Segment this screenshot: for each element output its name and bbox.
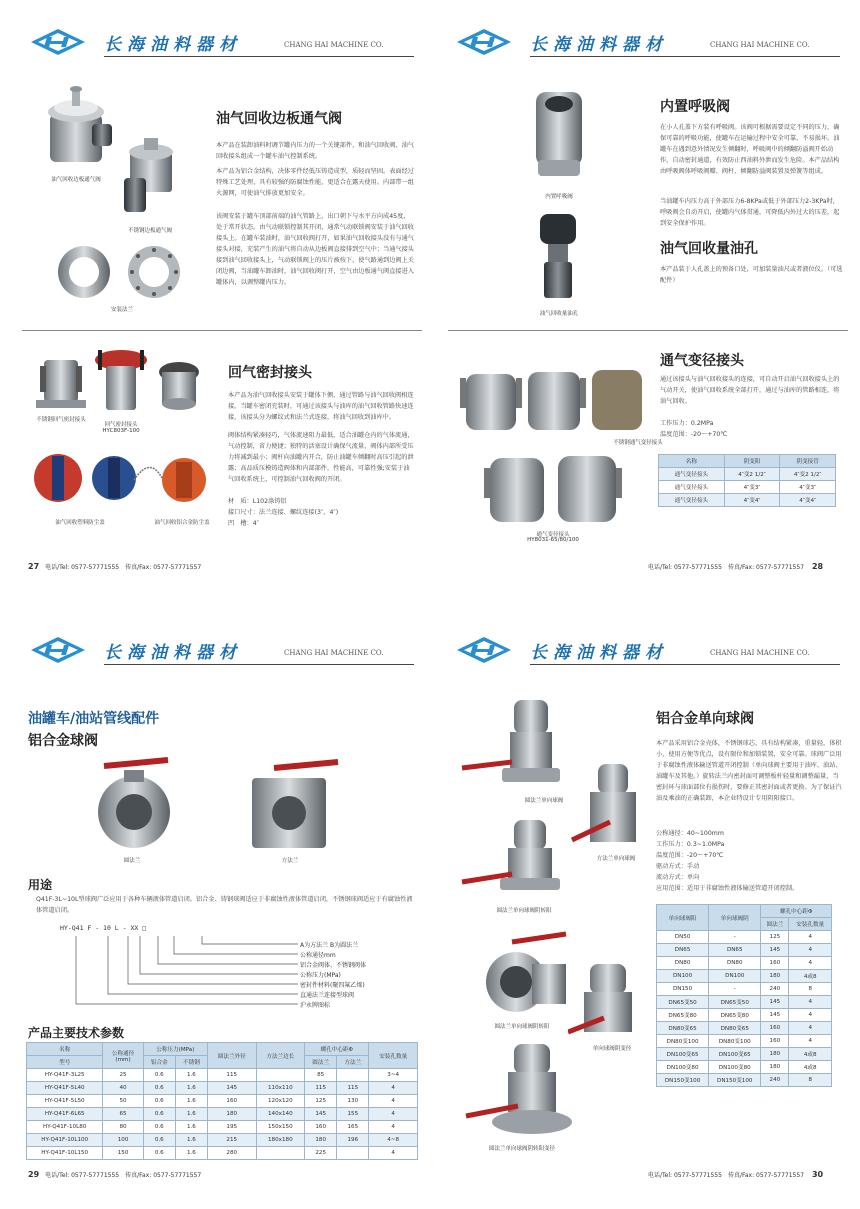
table-cell: 180 bbox=[761, 1061, 789, 1074]
paragraph: 本产品在装卸油料时调节罐内压力的一个关键部件，和油气回收阀、油气回收接头组成一个罐车油气控制系统。 bbox=[216, 142, 414, 160]
table-cell: 4或8 bbox=[789, 1061, 832, 1074]
table-cell: 4″变2 1/2″ bbox=[780, 468, 836, 481]
table-cell: 1.6 bbox=[175, 1082, 207, 1095]
company-logo-icon bbox=[30, 636, 86, 664]
table-cell: 140x140 bbox=[256, 1108, 305, 1121]
table-cell: DN150变100 bbox=[709, 1074, 761, 1087]
table-row bbox=[657, 931, 832, 944]
product-photo-stainless-coupler bbox=[30, 352, 92, 414]
table-cell: HY-Q41F-6L65 bbox=[27, 1108, 103, 1121]
product-photo-round-flange-valve bbox=[88, 756, 180, 852]
table-cell: HY-Q41F-10L150 bbox=[27, 1147, 103, 1160]
caption: 安装法兰 bbox=[110, 307, 133, 313]
table-cell: 240 bbox=[761, 1074, 789, 1087]
page-header bbox=[448, 22, 848, 62]
product-photo-reducers-top bbox=[458, 364, 648, 440]
product-photo-female-reducer-2 bbox=[462, 1040, 572, 1144]
table-header: 圆法兰 bbox=[305, 1056, 337, 1069]
page-footer bbox=[648, 562, 823, 571]
header-rule bbox=[104, 664, 414, 665]
spec-groove: 凹 槽：4″ bbox=[228, 520, 259, 527]
table-row bbox=[657, 957, 832, 970]
section-title-usage: 用途 bbox=[28, 878, 53, 892]
brand-name-en: CHANG HAI MACHINE CO. bbox=[284, 41, 384, 49]
table-cell: 50 bbox=[103, 1095, 143, 1108]
table-cell: DN100变80 bbox=[709, 1061, 761, 1074]
table-cell: 180x180 bbox=[256, 1134, 305, 1147]
caption: 油气回收边板通气阀 bbox=[51, 177, 101, 183]
table-cell: 4 bbox=[789, 1022, 832, 1035]
product-photo-female-reducer bbox=[568, 960, 648, 1042]
table-cell bbox=[337, 1069, 369, 1082]
table-header: 名称 bbox=[27, 1043, 103, 1056]
page-number: 29 bbox=[28, 1170, 40, 1179]
table-row bbox=[657, 1035, 832, 1048]
model-code: HY-Q41 F - 10 L - XX □ bbox=[60, 924, 147, 932]
table-cell: 4 bbox=[369, 1082, 418, 1095]
table-cell: 85 bbox=[305, 1069, 337, 1082]
tel: 电话/Tel: 0577-57771555 bbox=[648, 1172, 722, 1179]
section-title: 通气变径接头 bbox=[660, 353, 744, 369]
spec-line: 流动方式：单向 bbox=[656, 874, 700, 881]
header-rule bbox=[530, 56, 840, 57]
caption: 不锈钢通气变径接头 bbox=[613, 440, 663, 446]
table-cell: 4 bbox=[789, 996, 832, 1009]
spec-temperature: 温度范围：-20～+70℃ bbox=[660, 431, 728, 438]
product-photo-stainless-vent bbox=[114, 134, 184, 224]
table-header: 铝合金 bbox=[143, 1056, 175, 1069]
table-cell: 4或8 bbox=[789, 970, 832, 983]
legend-item: 公称压力(MPa) bbox=[300, 972, 341, 979]
spec-line: 温度范围：-20～+70℃ bbox=[656, 852, 724, 859]
page-header bbox=[448, 630, 848, 670]
caption: 不锈钢边板通气阀 bbox=[127, 228, 172, 234]
paragraph: 当油罐车内压力高于外部压力6-8KPa或低于外部压力2-3KPa时，呼吸阀会自动开启，使罐内气体贯通，可降低内外过大的压差，起到安全保护作用。 bbox=[660, 198, 840, 227]
paragraph: 本产品为铝合金结构，决体零件经低压铸造成型，质轻而坚固。表面经过特殊工艺处理，具有较强的防腐蚀性能，更适合在露天使用。内部带一组火源网，可使油气排放更加安全。 bbox=[216, 168, 414, 197]
table-cell: 125 bbox=[305, 1095, 337, 1108]
table-header: 方法兰 bbox=[337, 1056, 369, 1069]
table-cell bbox=[256, 1147, 305, 1160]
page-header bbox=[22, 630, 422, 670]
table-cell: DN65变50 bbox=[709, 996, 761, 1009]
table-cell: DN150 bbox=[657, 983, 709, 996]
paragraph: 通过该接头与油气回收接头的连接，可自动开启油气回收接头上的气动开关，使油气回收系统全部打开，通过与油库的管路相连，将油气回收。 bbox=[660, 376, 840, 405]
table-cell: 4″变2 1/2″ bbox=[724, 468, 780, 481]
table-body bbox=[657, 931, 832, 1087]
brand-name: 长海油料器材 bbox=[104, 643, 242, 663]
reducer-spec-table bbox=[658, 454, 836, 507]
table-cell: 80 bbox=[103, 1121, 143, 1134]
table-cell: 165 bbox=[337, 1121, 369, 1134]
caption: 方法兰 bbox=[281, 858, 299, 864]
table-cell: 145 bbox=[761, 996, 789, 1009]
table-cell: 180 bbox=[207, 1108, 256, 1121]
table-header: 不锈钢 bbox=[175, 1056, 207, 1069]
caption: 圆法兰单向球阀阴转阳 bbox=[496, 908, 552, 914]
table-header: 阴变接管 bbox=[780, 455, 836, 468]
table-row bbox=[659, 468, 836, 481]
table-cell bbox=[256, 1069, 305, 1082]
company-logo-icon bbox=[30, 28, 86, 56]
table-cell: 150 bbox=[103, 1147, 143, 1160]
table-cell bbox=[337, 1147, 369, 1160]
table-cell: 1.6 bbox=[175, 1134, 207, 1147]
table-header: 方法兰边长 bbox=[256, 1043, 305, 1069]
brand-name: 长海油料器材 bbox=[530, 35, 668, 55]
table-row bbox=[27, 1095, 418, 1108]
table-row bbox=[659, 481, 836, 494]
table-header: 名称 bbox=[659, 455, 725, 468]
paragraph: 本产品采用铝合金壳体，不锈钢球芯，具有结构紧凑，重量轻，体积小，使用方便等优点，设有限位和加锁装置，安全可靠。球阀广泛用于非腐蚀性液体输送管道开闭控制（单向球阀主要用于油库、油站、油罐车及其他。）旋转法兰内密封面可调整板杆轻量和调整漏量，当密封环与球面部位有损伤时，要修正其密封面或者更换。为了保证汽油及乘油的正确装卸，本企业特设计专用阴阳接口。 bbox=[656, 740, 842, 802]
table-cell: 通气变径接头 bbox=[659, 481, 725, 494]
table-cell: DN80变100 bbox=[657, 1035, 709, 1048]
table-row bbox=[657, 1074, 832, 1087]
table-cell: 110x110 bbox=[256, 1082, 305, 1095]
product-photo-flanges bbox=[50, 244, 190, 302]
header-text: 公称通径 bbox=[111, 1050, 135, 1057]
caption-model: HYC803F-100 bbox=[102, 428, 140, 434]
page-header bbox=[22, 22, 422, 62]
table-cell: 4 bbox=[789, 957, 832, 970]
table-cell: DN80变65 bbox=[709, 1022, 761, 1035]
table-cell: 145 bbox=[305, 1108, 337, 1121]
table-header: 阴变阳 bbox=[724, 455, 780, 468]
table-cell: DN80变65 bbox=[657, 1022, 709, 1035]
table-cell: 4 bbox=[369, 1121, 418, 1134]
table-cell: 240 bbox=[761, 983, 789, 996]
paragraph: 本产品装于人孔盖上的预备口处，可加装量油尺或者液位仪。（可选配件） bbox=[660, 266, 843, 284]
table-row bbox=[657, 1061, 832, 1074]
table-cell: 40 bbox=[103, 1082, 143, 1095]
table-cell: HY-Q41F-10L80 bbox=[27, 1121, 103, 1134]
table-cell: 0.6 bbox=[143, 1082, 175, 1095]
table-row bbox=[27, 1134, 418, 1147]
table-cell: 4 bbox=[369, 1108, 418, 1121]
caption: 圆法兰单向球阀阴转阳 bbox=[494, 1024, 550, 1030]
table-cell: 150x150 bbox=[256, 1121, 305, 1134]
caption: 圆法兰单向球阀 bbox=[524, 798, 564, 804]
table-cell: 25 bbox=[103, 1069, 143, 1082]
tel: 电话/Tel: 0577-57771555 bbox=[648, 564, 722, 571]
table-cell: 1.6 bbox=[175, 1108, 207, 1121]
table-cell: DN50 bbox=[657, 931, 709, 944]
table-cell: HY-Q41F-3L25 bbox=[27, 1069, 103, 1082]
caption: 油气回收铝合金防尘盖 bbox=[154, 520, 210, 526]
table-cell: DN80变100 bbox=[709, 1035, 761, 1048]
table-cell: DN65 bbox=[657, 944, 709, 957]
table-row bbox=[27, 1147, 418, 1160]
legend-item: 直通法兰连接型球阀 bbox=[300, 992, 355, 999]
table-cell: 145 bbox=[761, 1009, 789, 1022]
table-cell: 145 bbox=[207, 1082, 256, 1095]
product-photo-breather bbox=[524, 84, 594, 184]
spec-pressure: 工作压力：0.2MPa bbox=[660, 420, 714, 427]
table-cell: HY-Q41F-10L100 bbox=[27, 1134, 103, 1147]
header-unit: (mm) bbox=[115, 1056, 131, 1063]
caption: 不锈钢回气密封接头 bbox=[36, 417, 86, 423]
caption: 方法兰单向球阀 bbox=[596, 856, 636, 862]
page-27 bbox=[22, 22, 422, 582]
table-cell: 4 bbox=[369, 1147, 418, 1160]
table-row bbox=[657, 970, 832, 983]
spec-line: 工作压力：0.3~1.0MPa bbox=[656, 841, 725, 848]
paragraph: 阀体结构紧凑轻巧，气体流速阻力最低，适合油罐仓内的气体流通，气动控制，省力便捷；独特的活塞设计确保气流量，阀体内部所受压力将减到最小；阀杆向油罐内开合，防止油罐车倾翻时高压引起的泄露；高品质压模铸造阀体和内部部件，性能高，可靠性强;安装于油气回收系统上，可控制油气回收阀的开闭。 bbox=[228, 432, 414, 483]
spec-line: 驱动方式：手动 bbox=[656, 863, 700, 870]
table-cell: DN65变80 bbox=[709, 1009, 761, 1022]
table-cell: 通气变径接头 bbox=[659, 494, 725, 507]
fax: 传真/Fax: 0577-57771557 bbox=[125, 564, 202, 571]
product-photo-reducers-bottom bbox=[484, 450, 624, 530]
table-cell: 145 bbox=[761, 944, 789, 957]
check-valve-spec-table bbox=[656, 904, 832, 1087]
caption: 回气密封接头 bbox=[104, 422, 138, 428]
table-cell: 8 bbox=[789, 1074, 832, 1087]
product-photo-gauge-port bbox=[532, 210, 584, 304]
brand-name-en: CHANG HAI MACHINE CO. bbox=[284, 649, 384, 657]
header-rule bbox=[104, 56, 414, 57]
table-cell: 4~8 bbox=[369, 1134, 418, 1147]
table-cell: 180 bbox=[305, 1134, 337, 1147]
table-cell: 4 bbox=[789, 931, 832, 944]
brand-name-en: CHANG HAI MACHINE CO. bbox=[710, 649, 810, 657]
table-cell: DN150变100 bbox=[657, 1074, 709, 1087]
product-photo-round-reducer-valve bbox=[458, 816, 568, 902]
table-cell: 195 bbox=[207, 1121, 256, 1134]
paragraph: 在小人孔盖下方装有呼吸阀。该阀可根据需要设定不同的压力，确保可靠的呼吸功能，使罐车在运输过程中安全可靠，不易损坏。油罐车在遇到意外情况发生倾翻时，呼吸阀中的倾翻防溢阀开始动作，自动密封通道，有效防止西油料外泄而发生危险。本产品结构由呼吸阀体呼吸阀瓣、阀杆、倾翻防溢阀装置及弹簧等组成。 bbox=[660, 124, 840, 175]
company-logo-icon bbox=[456, 636, 512, 664]
legend-item: A为方法兰 B为圆法兰 bbox=[300, 942, 359, 949]
table-header: 型号 bbox=[27, 1056, 103, 1069]
page-28 bbox=[448, 22, 848, 582]
table-cell: 1.6 bbox=[175, 1069, 207, 1082]
page-30 bbox=[448, 630, 848, 1190]
table-header: 公称压力(MPa) bbox=[143, 1043, 207, 1056]
table-cell: DN65变50 bbox=[657, 996, 709, 1009]
table-body bbox=[27, 1069, 418, 1160]
spec-material: 材 质：L102涤铸铝 bbox=[228, 498, 287, 505]
product-photo-adapter bbox=[154, 356, 204, 412]
page-number: 30 bbox=[811, 1170, 824, 1179]
table-header: 螺孔中心距Φ bbox=[761, 905, 832, 918]
table-row bbox=[657, 1022, 832, 1035]
caption: 油气回收量油孔 bbox=[539, 311, 579, 317]
brand-name: 长海油料器材 bbox=[530, 643, 668, 663]
table-cell: - bbox=[709, 931, 761, 944]
page-number: 27 bbox=[28, 562, 40, 571]
page-footer bbox=[28, 562, 201, 571]
spec-line: 应用范围：适用于非腐蚀性液体输送管道开闭控制。 bbox=[656, 885, 799, 892]
page-number: 28 bbox=[811, 562, 824, 571]
section-title: 内置呼吸阀 bbox=[660, 99, 730, 115]
table-cell: 160 bbox=[761, 1035, 789, 1048]
paragraph: 本产品为油气回收接头安装于罐体下侧，通过管路与油气回收阀相连接。当罐车密闭充装时，可通过该接头与油库的油气回收管路快速连接，该接头分为螺纹式和法兰式连接，将油气回收到油库中。 bbox=[228, 392, 414, 421]
page-footer bbox=[648, 1170, 823, 1179]
legend-item: 铝合金阀体、不锈钢阀体 bbox=[300, 962, 367, 969]
table-row bbox=[657, 1009, 832, 1022]
table-header: 圆法兰外径 bbox=[207, 1043, 256, 1069]
table-cell: DN100变65 bbox=[709, 1048, 761, 1061]
section-title: 回气密封接头 bbox=[228, 365, 312, 381]
paragraph: 该阀安装于罐车顶部前端的油气管路上，出口朝下与水平方向成45度，处于常开状态。由气动联锁控制其开闭，通常气动联锁阀安装于油气回收接头上。在罐车装油时，油气回收阀打开，如果油气回收接头没有与通气接头对接，充装产生的油气将自动从边板阀直接排到空气中；当通气接头接到油气回收接头上，气动联锁阀上的压片被按下，使气路通到边阀上关闭边阀，当油罐车卸油时，油气回收阀打开，空气由边板通气阀直接进入罐体内，以调整罐内压力。 bbox=[216, 213, 414, 286]
table-cell: DN100变65 bbox=[657, 1048, 709, 1061]
table-row bbox=[27, 1121, 418, 1134]
header-rule bbox=[530, 664, 840, 665]
table-row bbox=[27, 1082, 418, 1095]
table-header: 单向球阀阳 bbox=[657, 905, 709, 931]
table-cell: 160 bbox=[305, 1121, 337, 1134]
legend-item: 公称通径mm bbox=[300, 952, 336, 959]
table-cell: 115 bbox=[207, 1069, 256, 1082]
table-cell: DN100 bbox=[657, 970, 709, 983]
caption: 圆法兰单向球阀阴转阳变径 bbox=[488, 1146, 555, 1152]
table-cell: 通气变径接头 bbox=[659, 468, 725, 481]
table-row bbox=[657, 983, 832, 996]
table-row bbox=[27, 1108, 418, 1121]
brand-name-en: CHANG HAI MACHINE CO. bbox=[710, 41, 810, 49]
table-cell: 155 bbox=[337, 1108, 369, 1121]
table-cell: 100 bbox=[103, 1134, 143, 1147]
section-divider bbox=[22, 330, 422, 331]
page-29 bbox=[22, 630, 422, 1190]
table-header: 安装孔数量 bbox=[369, 1043, 418, 1069]
fax: 传真/Fax: 0577-57771557 bbox=[125, 1172, 202, 1179]
fax: 传真/Fax: 0577-57771557 bbox=[727, 564, 805, 571]
table-cell: 180 bbox=[761, 1048, 789, 1061]
legend-item: 沪永牌图标 bbox=[300, 1002, 331, 1009]
table-cell: - bbox=[709, 983, 761, 996]
table-cell: 65 bbox=[103, 1108, 143, 1121]
table-row bbox=[659, 494, 836, 507]
section-title: 铝合金单向球阀 bbox=[656, 711, 754, 727]
table-cell: 1.6 bbox=[175, 1121, 207, 1134]
table-cell: DN65 bbox=[709, 944, 761, 957]
caption: 内置呼吸阀 bbox=[545, 194, 573, 200]
product-photo-coupler bbox=[90, 346, 152, 418]
table-header bbox=[103, 1043, 143, 1069]
table-cell: 215 bbox=[207, 1134, 256, 1147]
table-header: 螺孔中心距Φ bbox=[305, 1043, 369, 1056]
section-title: 铝合金球阀 bbox=[28, 733, 98, 749]
table-cell: 0.6 bbox=[143, 1095, 175, 1108]
section-title-params: 产品主要技术参数 bbox=[28, 1026, 125, 1040]
product-photo-dust-caps bbox=[30, 448, 210, 512]
table-header: 圆法兰 bbox=[761, 918, 789, 931]
table-cell: 3~4 bbox=[369, 1069, 418, 1082]
table-cell: 1.6 bbox=[175, 1095, 207, 1108]
table-row bbox=[657, 1048, 832, 1061]
table-cell: 4 bbox=[789, 944, 832, 957]
brand-name: 长海油料器材 bbox=[104, 35, 242, 55]
table-cell: 4″变4″ bbox=[780, 494, 836, 507]
company-logo-icon bbox=[456, 28, 512, 56]
table-cell: 0.6 bbox=[143, 1147, 175, 1160]
spec-line: 公称通径：40~100mm bbox=[656, 830, 724, 837]
caption: 单向球阀阴变径 bbox=[592, 1046, 632, 1052]
product-photo-round-check-valve bbox=[458, 696, 574, 792]
page-footer bbox=[28, 1170, 201, 1179]
table-cell: 0.6 bbox=[143, 1134, 175, 1147]
table-cell: 4 bbox=[789, 1035, 832, 1048]
table-cell: DN65变80 bbox=[657, 1009, 709, 1022]
table-cell: DN80 bbox=[709, 957, 761, 970]
table-cell: HY-Q41F-5L50 bbox=[27, 1095, 103, 1108]
table-cell: 130 bbox=[337, 1095, 369, 1108]
table-cell: 115 bbox=[337, 1082, 369, 1095]
fax: 传真/Fax: 0577-57771557 bbox=[727, 1172, 805, 1179]
table-cell: 8 bbox=[789, 983, 832, 996]
legend-item: 密封件材料(聚四氟乙烯) bbox=[300, 982, 365, 989]
product-photo-square-check-valve bbox=[568, 760, 648, 852]
table-cell: 4″变4″ bbox=[724, 494, 780, 507]
model-code-diagram bbox=[62, 934, 302, 1014]
table-cell: 4″变3″ bbox=[780, 481, 836, 494]
ball-valve-spec-table bbox=[26, 1042, 418, 1160]
product-photo-square-flange-valve bbox=[244, 756, 340, 852]
section-divider bbox=[448, 330, 848, 331]
table-cell: 225 bbox=[305, 1147, 337, 1160]
table-cell: 4 bbox=[789, 1009, 832, 1022]
caption-model: HY8031-65/80/100 bbox=[527, 537, 579, 543]
table-cell: 280 bbox=[207, 1147, 256, 1160]
section-title: 油气回收量油孔 bbox=[660, 241, 758, 257]
table-row bbox=[657, 996, 832, 1009]
caption: 圆法兰 bbox=[123, 858, 141, 864]
table-cell: 180 bbox=[761, 970, 789, 983]
table-cell: 115 bbox=[305, 1082, 337, 1095]
table-cell: 160 bbox=[761, 1022, 789, 1035]
page-title: 油罐车/油站管线配件 bbox=[28, 711, 160, 727]
tel: 电话/Tel: 0577-57771555 bbox=[45, 564, 120, 571]
product-photo-vent-valve bbox=[36, 84, 116, 172]
product-photo-round-reducer-valve-2 bbox=[482, 928, 572, 1020]
table-cell: 0.6 bbox=[143, 1069, 175, 1082]
table-cell: HY-Q41F-5L40 bbox=[27, 1082, 103, 1095]
table-cell: DN100变80 bbox=[657, 1061, 709, 1074]
table-cell: 4或8 bbox=[789, 1048, 832, 1061]
caption: 油气回收塑料防尘盖 bbox=[55, 520, 105, 526]
table-cell: 1.6 bbox=[175, 1147, 207, 1160]
table-header: 单向球阀阴 bbox=[709, 905, 761, 931]
table-cell: 0.6 bbox=[143, 1108, 175, 1121]
table-cell: 196 bbox=[337, 1134, 369, 1147]
table-cell: 120x120 bbox=[256, 1095, 305, 1108]
spec-connection: 接口尺寸：法兰连接、螺纹连接(3″、4″) bbox=[228, 509, 339, 516]
table-header: 安装孔数量 bbox=[789, 918, 832, 931]
table-cell: DN100 bbox=[709, 970, 761, 983]
table-cell: 4 bbox=[369, 1095, 418, 1108]
table-cell: 4″变3″ bbox=[724, 481, 780, 494]
table-cell: 125 bbox=[761, 931, 789, 944]
paragraph: Q41F-3L~10L型球阀广泛应用于各种车辆液体管道启闭。铝合金、铸钢球阀适应于非腐蚀性液体管道启闭，不锈钢球阀适应于有腐蚀性液体管道启闭。 bbox=[36, 896, 413, 914]
section-title: 油气回收边板通气阀 bbox=[216, 111, 342, 127]
table-row bbox=[27, 1069, 418, 1082]
tel: 电话/Tel: 0577-57771555 bbox=[45, 1172, 120, 1179]
table-cell: DN80 bbox=[657, 957, 709, 970]
table-cell: 160 bbox=[207, 1095, 256, 1108]
table-cell: 160 bbox=[761, 957, 789, 970]
caption: 通气变径接头 bbox=[536, 532, 570, 538]
table-cell: 0.6 bbox=[143, 1121, 175, 1134]
table-row bbox=[657, 944, 832, 957]
